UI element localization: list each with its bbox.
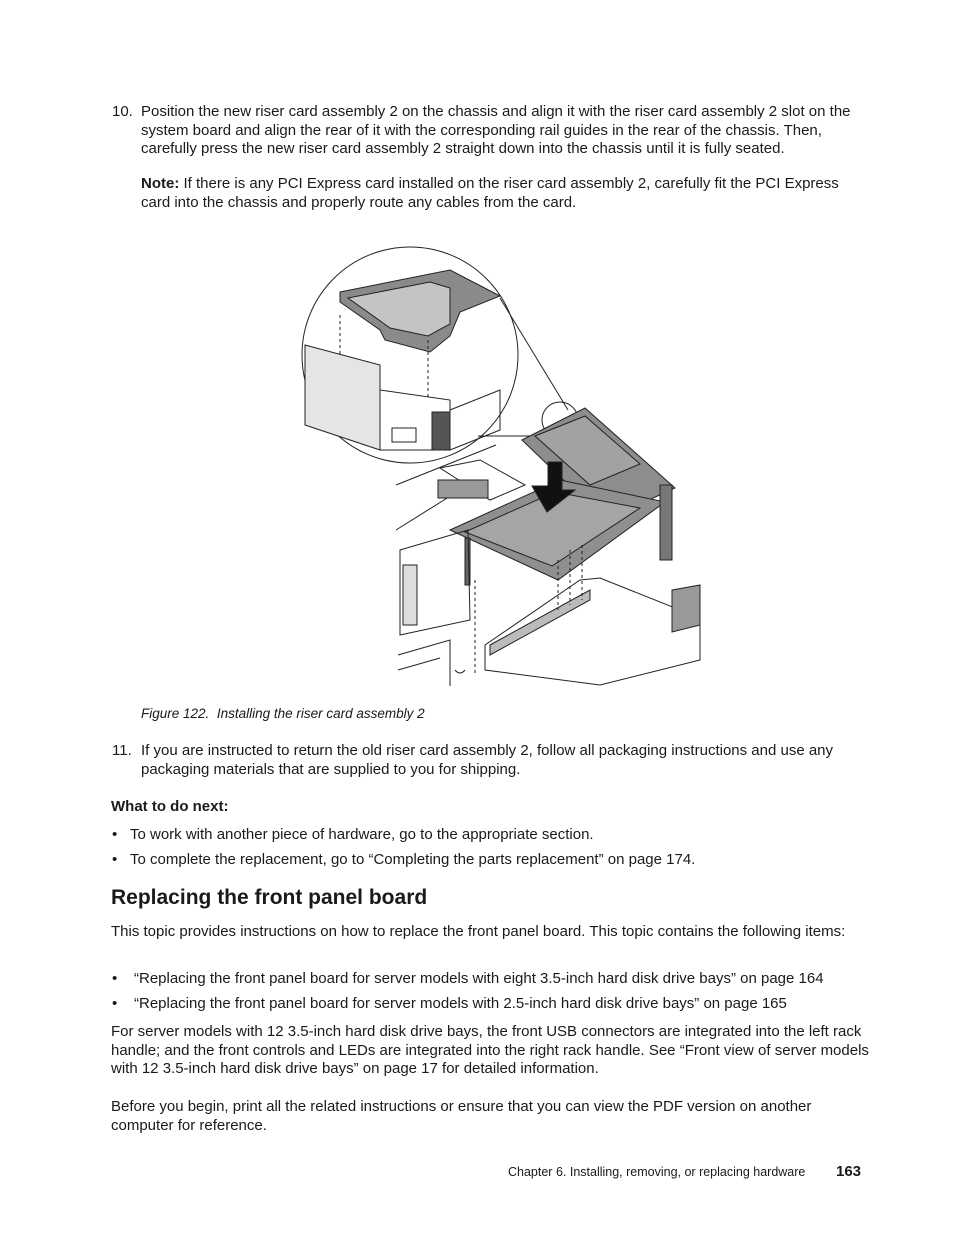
list-item-link[interactable]: “Replacing the front panel board for server models with 2.5-inch hard disk drive bays” on page 165 — [134, 995, 787, 1012]
note-label: Note: — [141, 175, 180, 192]
step-text: If you are instructed to return the old riser card assembly 2, follow all packaging instructions and use any packaging materials that are supplied to you for shipping. — [141, 742, 834, 778]
bullet-marker: • — [112, 851, 118, 868]
paragraph: For server models with 12 3.5-inch hard disk drive bays, the front USB connectors are integrated into the left rack handle; and the front controls and LEDs are integrated into the right rack handle. See “Front view of server models with 12 3.5-inch hard disk drive bays” on page 17 for detailed information. — [111, 1023, 869, 1077]
page-number: 163 — [836, 1163, 862, 1180]
step-number: 11. — [112, 742, 132, 759]
step-number: 10. — [112, 103, 133, 120]
list-item — [112, 995, 872, 1014]
paragraph: Before you begin, print all the related instructions or ensure that you can view the PDF version on another computer for reference. — [111, 1098, 812, 1134]
list-item-text: To work with another piece of hardware, go to the appropriate section. — [130, 826, 594, 843]
note — [141, 175, 871, 212]
footer-chapter: Chapter 6. Installing, removing, or replacing hardware — [508, 1165, 806, 1179]
step-11 — [112, 742, 872, 779]
section-intro: This topic provides instructions on how to replace the front panel board. This topic contains the following items: — [111, 923, 846, 940]
note-text: If there is any PCI Express card installed on the riser card assembly 2, carefully fit the PCI Express card into the chassis and properly route any cables from the card. — [141, 175, 839, 211]
figure-caption-label: Figure 122. — [141, 706, 210, 721]
bullet-marker: • — [112, 970, 118, 987]
bullet-marker: • — [112, 826, 118, 843]
figure-caption-text: Installing the riser card assembly 2 — [216, 706, 425, 721]
what-next-heading: What to do next: — [111, 798, 229, 815]
section-title: Replacing the front panel board — [111, 886, 428, 909]
list-item — [112, 826, 872, 845]
list-item-link[interactable]: To complete the replacement, go to “Completing the parts replacement” on page 174. — [130, 851, 696, 868]
list-item-link[interactable]: “Replacing the front panel board for server models with eight 3.5-inch hard disk drive bays” on page 164 — [134, 970, 824, 987]
list-item — [112, 851, 872, 870]
step-text: Position the new riser card assembly 2 on the chassis and align it with the riser card assembly 2 slot on the system board and align the rear of it with the corresponding rail guides in the rear of the chassis. Then, carefully press the new riser card assembly 2 straight down into the chassis until it is fully seated. — [141, 103, 851, 157]
riser-card-illustration — [300, 240, 702, 686]
list-item — [112, 970, 872, 989]
step-10 — [112, 103, 872, 159]
figure-caption — [141, 706, 425, 721]
bullet-marker: • — [112, 995, 118, 1012]
